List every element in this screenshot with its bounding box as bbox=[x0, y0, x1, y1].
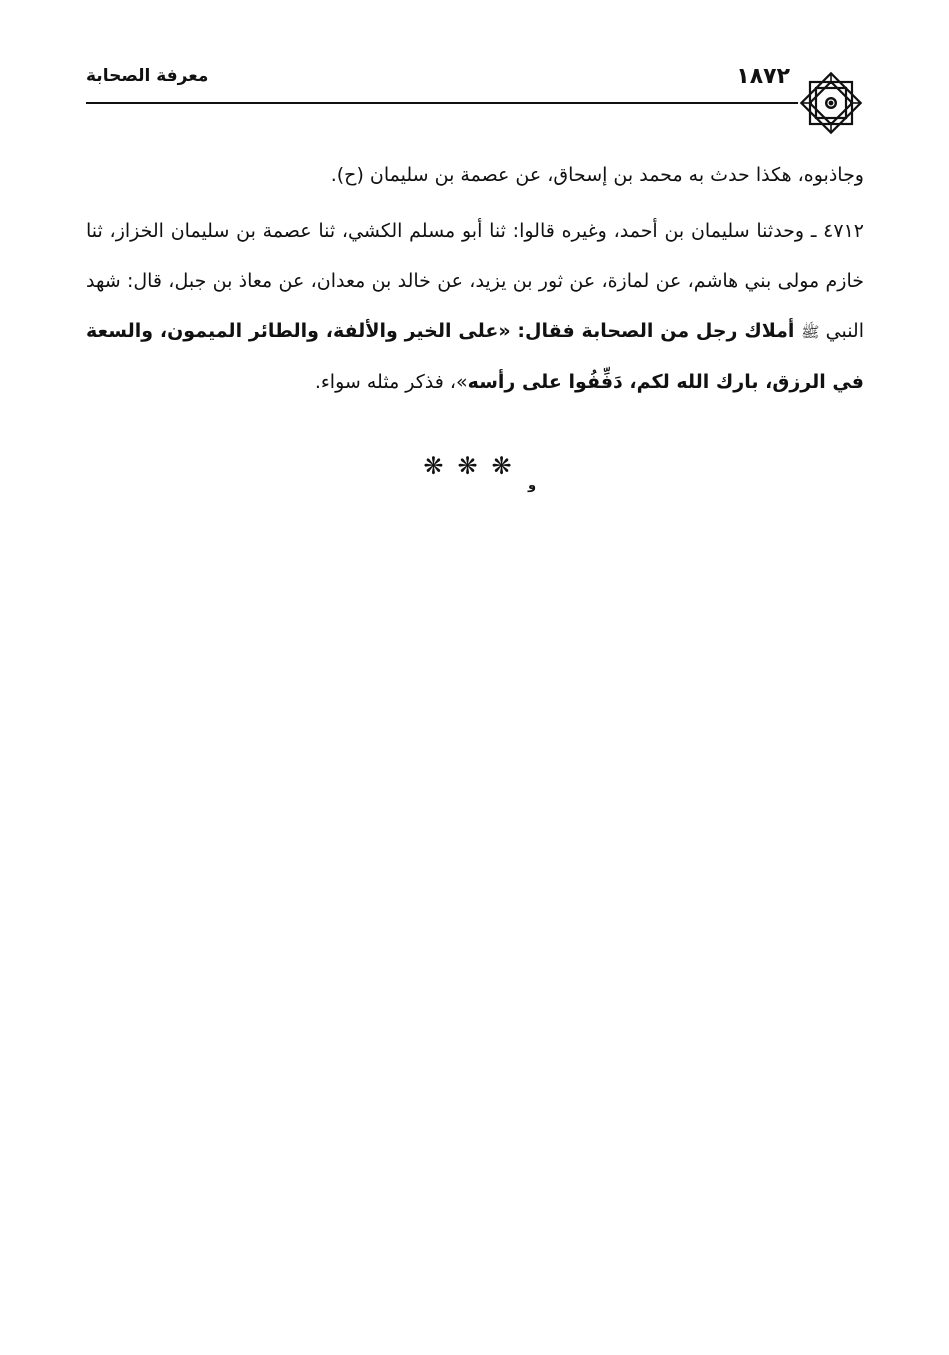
page-header bbox=[86, 64, 866, 104]
continued-line bbox=[86, 150, 864, 200]
stray-mark: و bbox=[528, 478, 537, 493]
octagram-ornament-icon bbox=[798, 70, 864, 136]
hadith-matn: على الخير والألفة، والطائر الميمون، والسعة في الرزق، بارك الله لكم، دَفِّفُوا على رأسه bbox=[86, 320, 864, 393]
running-title: معرفة الصحابة bbox=[86, 66, 209, 86]
section-separator: ❋❋❋ bbox=[423, 452, 526, 480]
hadith-number: ٤٧١٢ bbox=[823, 220, 864, 242]
main-text bbox=[86, 150, 864, 407]
page-number: ١٨٧٢ bbox=[736, 64, 790, 89]
hadith-close: »، فذكر مثله سواء. bbox=[314, 371, 468, 393]
hadith-paragraph bbox=[86, 206, 864, 407]
hadith-event: أملاك رجل من الصحابة فقال: « bbox=[498, 320, 802, 342]
hadith-isnad: ـ وحدثنا سليمان بن أحمد، وغيره قالوا: ثنا أبو مسلم الكشي، ثنا عصمة بن سليمان الخزاز، ثنا خازم مولى بني هاشم، عن لمازة، عن ثور بن يزيد، عن خالد بن معدان، عن معاذ بن جبل، قال: شهد النبي bbox=[86, 220, 864, 342]
honorific-symbol: ﷺ bbox=[801, 323, 820, 341]
header-rule bbox=[86, 102, 798, 104]
continued-line-text: وجاذبوه، هكذا حدث به محمد بن إسحاق، عن عصمة بن سليمان (ح). bbox=[330, 164, 864, 186]
